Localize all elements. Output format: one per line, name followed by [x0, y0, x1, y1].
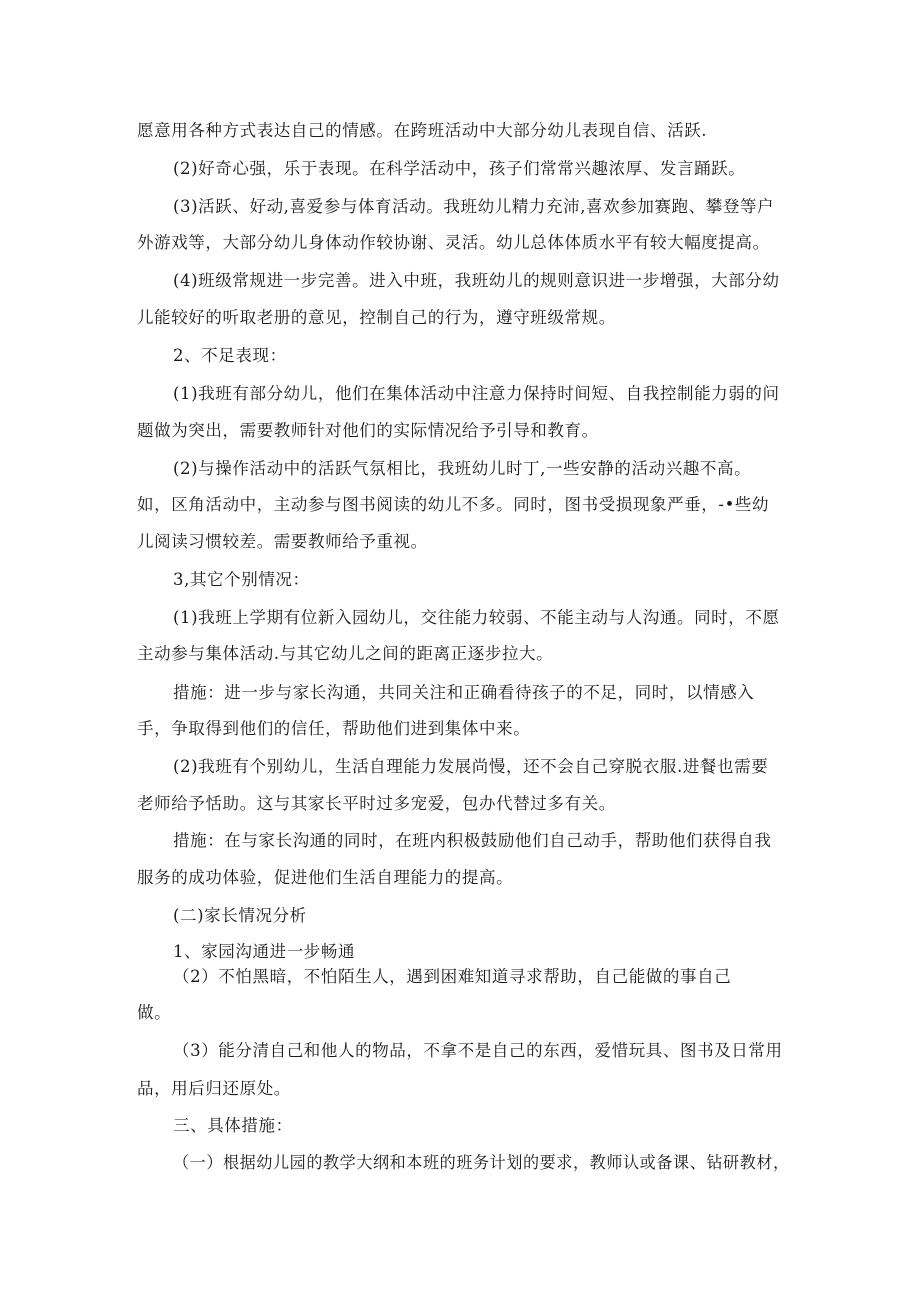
section-heading: 三、具体措施：: [173, 1116, 293, 1135]
section-heading: 2、不足表现：: [173, 346, 287, 365]
text-line: （2）不怕黑暗，不怕陌生人，遇到困难知道寻求帮助，自己能做的事自己: [173, 967, 732, 986]
section-heading: 1、家园沟通进一步畅通: [173, 942, 356, 961]
text-line: 儿阅读习惯较差。需要教师给予重视。: [137, 532, 428, 551]
text-line: （一）根据幼儿园的教学大纲和本班的班务计划的要求，教师认或备课、钻研教材，: [173, 1153, 790, 1172]
text-line: (4)班级常规进一步完善。进入中班，我班幼儿的规则意识进一步增强，大部分幼: [173, 271, 780, 290]
text-line: 手，争取得到他们的信任，帮助他们进到集体中来。: [137, 719, 531, 738]
text-line: (1)我班上学期有位新入园幼儿，交往能力较弱、不能主动与人沟通。同时，不愿: [173, 608, 780, 627]
text-line: 如，区角活动中，主动参与图书阅读的幼儿不多。同时，图书受损现象严垂，-•些幼: [137, 495, 770, 514]
text-line: 措施：在与家长沟通的同时，在班内积极鼓励他们自己动手，帮助他们获得自我: [173, 831, 772, 850]
text-line: 外游戏等，大部分幼儿身体动作较协谢、灵活。幼儿总体体质水平有较大幅度提高。: [137, 233, 770, 252]
text-line: 主动参与集体活动.与其它幼儿之间的距离正逐步拉大。: [137, 644, 554, 663]
text-line: 服务的成功体验，促进他们生活自理能力的提高。: [137, 868, 514, 887]
text-line: 愿意用各种方式表达自己的情感。在跨班活动中大部分幼儿表现自信、活跃.: [137, 121, 708, 140]
text-line: 做。: [137, 1003, 172, 1022]
text-line: (2)好奇心强，乐于表现。在科学活动中，孩子们常常兴趣浓厚、发言踊跃。: [173, 159, 746, 178]
section-heading: 3,其它个别情况：: [173, 570, 310, 589]
text-line: 品，用后归还原处。: [137, 1079, 291, 1098]
text-line: （3）能分清自己和他人的物品，不拿不是自己的东西，爱惜玩具、图书及日常用: [173, 1041, 783, 1060]
text-line: 老师给予恬助。这与其家长平时过多宠爱，包办代替过多有关。: [137, 794, 616, 813]
text-line: (2)与操作活动中的活跃气氛相比，我班幼儿时丁,一些安静的活动兴趣不高。: [173, 459, 752, 478]
text-line: 儿能较好的听取老册的意见，控制自己的行为，遵守班级常规。: [137, 308, 616, 327]
text-line: 措施：进一步与家长沟通，共同关注和正确看待孩子的不足，同时，以情感入: [173, 683, 755, 702]
text-line: (2)我班有个别幼儿，生活自理能力发展尚慢，还不会自己穿脱衣服.进餐也需要: [173, 757, 769, 776]
text-line: (3)活跃、好动,喜爱参与体育活动。我班幼儿精力充沛,喜欢参加赛跑、攀登等户: [173, 197, 775, 216]
text-line: 题做为突出，需要教师针对他们的实际情况给予引导和教育。: [137, 421, 599, 440]
text-line: (1)我班有部分幼儿，他们在集体活动中注意力保持时间短、自我控制能力弱的问: [173, 384, 780, 403]
section-heading: (二)家长情况分析: [173, 906, 307, 925]
